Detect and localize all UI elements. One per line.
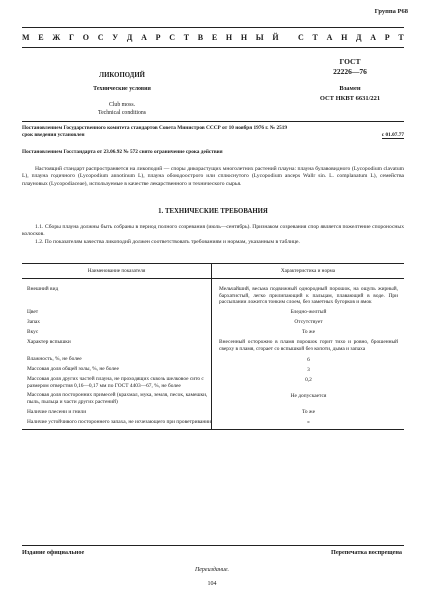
banner-letter: Т	[312, 33, 318, 42]
section-title: 1. ТЕХНИЧЕСКИЕ ТРЕБОВАНИЯ	[158, 208, 268, 215]
banner-letter: У	[112, 33, 119, 42]
banner-letter: Ж	[52, 33, 61, 42]
gost-label: ГОСТ	[339, 57, 361, 66]
norm-cell: Отсутствует	[294, 319, 323, 326]
norm-cell: »	[307, 418, 310, 425]
official-edition-label: Издание официальное	[22, 549, 85, 556]
gost-designation	[300, 57, 400, 77]
indicator-cell: Влажность, %, не более	[27, 356, 82, 362]
english-title: Club moss.	[108, 102, 136, 108]
norm-cell: То же	[302, 408, 315, 415]
banner-letter: Д	[126, 33, 133, 42]
indicator-cell: Характер вспышки	[27, 339, 71, 345]
banner-letter: С	[169, 33, 175, 42]
paragraph-1-1: 1.1. Сборы плауна должны быть собраны в период полного созревания (июль—сентябрь). Признаком созревания спор является пожелтение спороносных колосков.	[22, 224, 404, 238]
decree-text: Постановлением Государственного комитета стандартов Совета Министров СССР от 10 ноября 1976 г. № 2519	[22, 125, 288, 131]
banner-letter: А	[326, 33, 333, 42]
banner-letter	[287, 33, 289, 42]
norm-cell: Мельчайший, весьма подвижный однородный порошок, на ощупь жирный, бархатистый, легко прилипающий к пальцам, плавающий в воде. При рассыпании ложится тонким слоем, без заметных бугорков и ямок	[219, 286, 398, 306]
footer-rule	[22, 545, 404, 546]
banner-letter: Т	[183, 33, 190, 42]
indicator-cell: Вкус	[27, 329, 39, 335]
banner-letter: М	[22, 33, 30, 42]
banner-letter: Н	[341, 33, 348, 42]
banner-top-rule	[22, 27, 404, 28]
norm-cell: Бледно-желтый	[290, 309, 327, 316]
banner-letter: Г	[68, 33, 75, 42]
indicator-cell: Массовая доля общей золы, %, не более	[27, 366, 119, 372]
banner-letter: Р	[155, 33, 161, 42]
indicator-cell: Запах	[27, 319, 40, 325]
indicator-cell: Наличие плесени и гнили	[27, 408, 87, 415]
gost-number: 22226—76	[333, 67, 367, 76]
table-header	[22, 264, 404, 279]
banner-letter: О	[82, 33, 90, 42]
banner-letter: А	[141, 33, 147, 42]
norm-cell: 3	[307, 366, 310, 373]
banner-letter: С	[97, 33, 104, 42]
norm-cell: 0,2	[305, 376, 312, 383]
paragraph-1-2: 1.2. По показателям качества ликоподий должен соответствовать требованиям и нормам, указанным в таблице.	[35, 239, 300, 245]
indicator-column	[22, 279, 212, 429]
banner-letter: С	[298, 33, 304, 42]
english-subtitle: Technical conditions	[97, 110, 147, 116]
document-title: ЛИКОПОДИЙ	[99, 72, 145, 79]
norm-column	[212, 279, 404, 429]
interstate-standard-banner	[22, 33, 404, 42]
replace-label: Взамен	[339, 85, 361, 92]
reprint-note: Переиздание.	[194, 567, 230, 573]
header-indicator-name: Наименование показателя	[22, 264, 212, 278]
page-number: 104	[207, 581, 217, 587]
table-body	[22, 279, 404, 429]
intro-paragraph: Настоящий стандарт распространяется на ликоподий — споры дикорастущих многолетних растений плауна: плауна булавовидного (Lycopodium clavatum L), плауна годичного (Lycopodium annotinum L), плауна обоюдоострого или сплюснутого (Lycopodium anceps Wallr sin. L. complanatum L), семейства плауновых (Lycopodiaceae), используемые в качестве лекарственного и технического сырья.	[22, 166, 404, 187]
indicator-cell: Массовая доля других частей плауна, не проходящих сквозь шелковое сито с размером отверстия 0,16—0,17 мм по ГОСТ 4403—67, %, не более	[27, 376, 204, 389]
effective-date: с 01.07.77	[381, 132, 404, 138]
decree-line-1	[22, 125, 404, 131]
decree-line-2	[22, 132, 404, 139]
requirements-table	[22, 263, 404, 430]
banner-letter: Н	[240, 33, 248, 42]
decree-line-3: Постановлением Госстандарта от 23.06.92 № 572 снято ограничение срока действия	[22, 149, 223, 155]
decree-rule	[22, 121, 404, 122]
banner-letter: Й	[272, 33, 279, 42]
header-characteristic: Характеристика и норма	[280, 268, 336, 274]
indicator-cell: Наличие устойчивого постороннего запаха, не исчезающего при проветривании	[27, 418, 212, 425]
banner-letter: Ы	[255, 33, 264, 42]
banner-letter: Т	[398, 33, 404, 42]
banner-letter: А	[370, 33, 377, 42]
indicator-cell: Цвет	[27, 309, 39, 315]
norm-cell: 6	[307, 356, 310, 363]
banner-letter: Д	[356, 33, 362, 42]
norm-cell: То же	[302, 329, 315, 336]
replace-value: ОСТ НКВТ 6631/221	[319, 95, 381, 102]
reprint-prohibited-label: Перепечатка воспрещена	[331, 549, 402, 556]
indicator-cell: Массовая доля посторонних примесей (крахмал, мука, земля, песок, камешки, пыль, пыльца и части других растений)	[27, 392, 208, 406]
effective-date-label: срок введения установлен	[22, 132, 85, 138]
banner-letter: Н	[225, 33, 233, 42]
norm-cell: Внесенный осторожно в пламя порошок горит тихо и ровно, брошенный сверху в пламя, сгорает со вспышкой без копоти, дыма и запаха	[219, 339, 398, 352]
banner-letter: Е	[38, 33, 44, 42]
banner-letter: Р	[384, 33, 390, 42]
banner-bottom-rule	[22, 47, 404, 48]
group-label: Группа Р68	[374, 8, 408, 15]
indicator-cell: Внешний вид	[27, 286, 59, 292]
banner-letter: Е	[211, 33, 218, 42]
document-subtitle: Технические условия	[93, 86, 151, 92]
banner-letter: В	[197, 33, 204, 42]
norm-cell: Не допускается	[290, 392, 327, 399]
